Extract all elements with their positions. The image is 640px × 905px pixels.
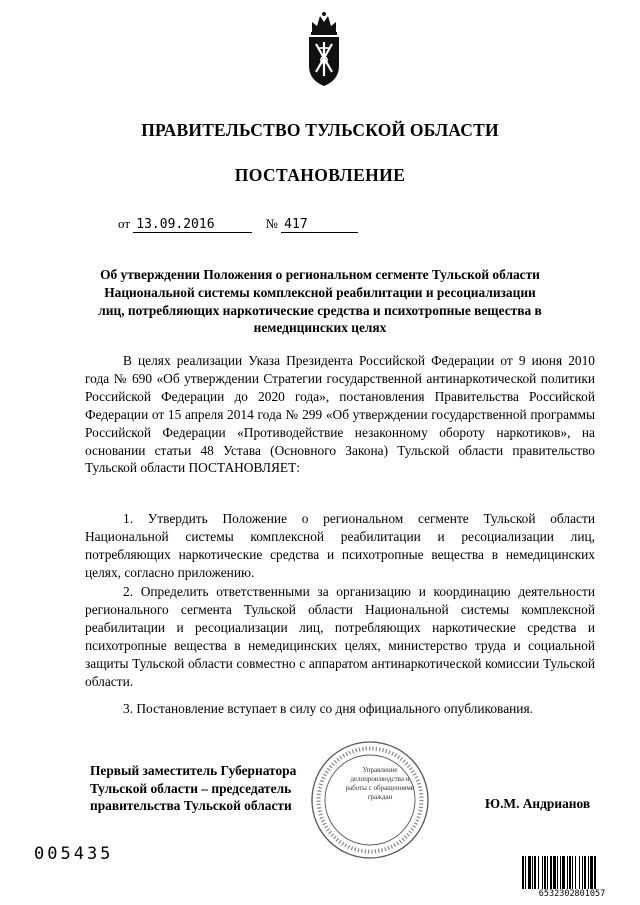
preamble-paragraph: В целях реализации Указа Президента Российской Федерации от 9 июня 2010 года № 690 «Об утверждении Стратегии государственной антинаркотической политики Российской Федерации до 2020 года», постановления Правительства Российской Федерации от 15 апреля 2014 года № 299 «Об утверждении государственной программы Российской Федерации «Противодействие незаконному обороту наркотиков», на основании статьи 48 Устава (Основного Закона) Тульской области правительство Тульской области ПОСТАНОВЛЯЕТ: [85, 353, 595, 476]
clause-1: 1. Утвердить Положение о региональном сегменте Тульской области Национальной системы комплексной реабилитации и ресоциализации лиц, потребляющих наркотические средства и психотропные вещества в немедицинских целях, согласно приложению. [85, 511, 595, 580]
government-title: ПРАВИТЕЛЬСТВО ТУЛЬСКОЙ ОБЛАСТИ [141, 120, 499, 140]
document-number: 417 [281, 218, 358, 233]
document-date: 13.09.2016 [133, 218, 252, 233]
signer-name: Ю.М. Андрианов [485, 796, 591, 811]
serial-number: 005435 [34, 844, 114, 864]
document-heading: Об утверждении Положения о региональном сегменте Тульской области Национальной системы комплексной реабилитации и ресоциализации лиц, потребляющих наркотические средства и психотропные вещества в немедицинских целях [98, 267, 542, 336]
document-type: ПОСТАНОВЛЕНИЕ [234, 165, 406, 185]
clause-2: 2. Определить ответственными за организацию и координацию деятельности регионального сегмента Тульской области Национальной системы комплексной реабилитации и ресоциализации лиц, потребляющих наркотические средства и психотропные вещества в немедицинских целях, министерство труда и социальной защиты Тульской области совместно с аппаратом антинаркотической комиссии Тульской области. [85, 584, 595, 689]
number-label: № [265, 216, 278, 231]
date-label: от [118, 216, 131, 231]
tula-coat-of-arms-icon [304, 10, 344, 90]
seal-text: Управление делопроизводства и работы с обращениями граждан [345, 766, 415, 801]
clause-3: 3. Постановление вступает в силу со дня официального опубликования. [123, 701, 533, 716]
barcode-number: 6532302801057 [522, 889, 622, 899]
signer-position: Первый заместитель Губернатора Тульской области – председатель правительства Тульской области [90, 763, 297, 814]
date-number-line [118, 216, 358, 233]
